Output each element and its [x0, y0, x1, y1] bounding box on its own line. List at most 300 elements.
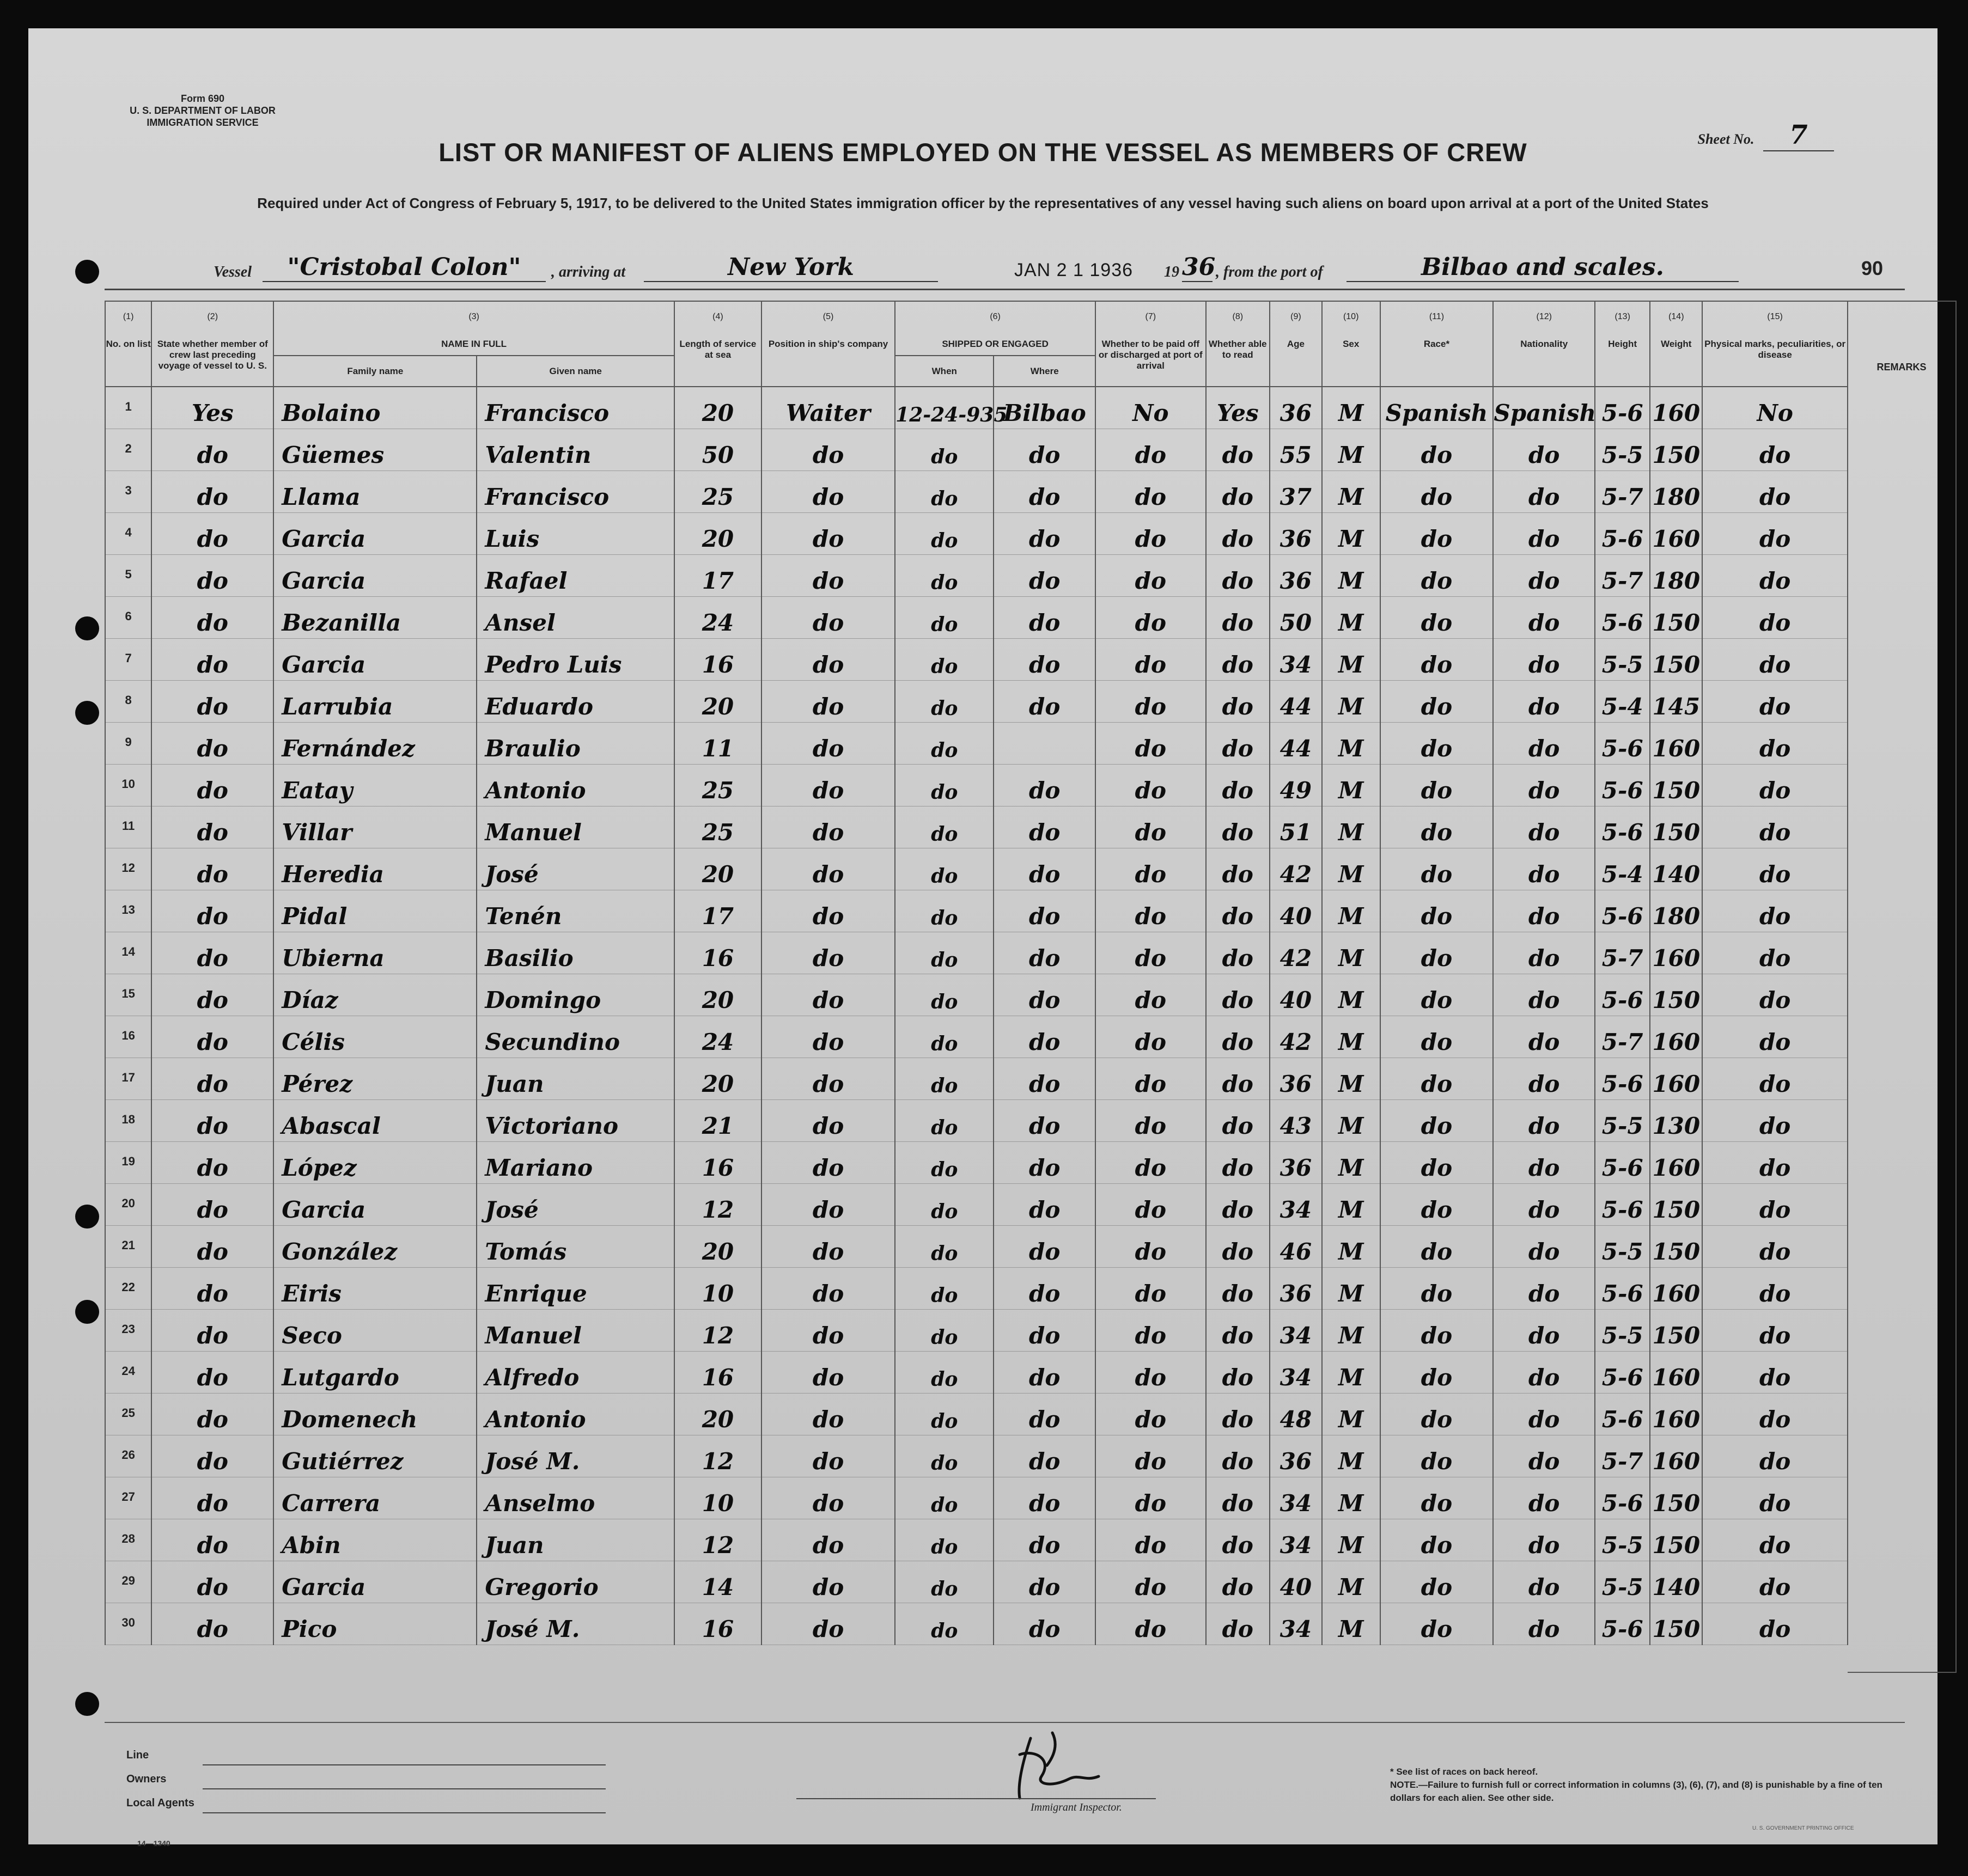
cell-age: 46 — [1270, 1226, 1322, 1268]
cell-sex: M — [1322, 806, 1380, 848]
cell-shipped-where — [994, 723, 1095, 765]
cell-sex: M — [1322, 723, 1380, 765]
cell-position: do — [761, 1435, 895, 1477]
cell-row-number: 26 — [105, 1435, 151, 1477]
cell-position: do — [761, 1477, 895, 1519]
table-row — [105, 471, 1848, 513]
cell-discharged: do — [1095, 429, 1206, 471]
cell-shipped-where: do — [994, 555, 1095, 597]
cell-nationality: do — [1493, 681, 1595, 723]
cell-family-name: Bezanilla — [273, 597, 477, 639]
line-field: Line — [126, 1749, 606, 1773]
cell-shipped-where: do — [994, 1352, 1095, 1394]
cell-position: do — [761, 974, 895, 1016]
cell-age: 44 — [1270, 681, 1322, 723]
cell-row-number: 12 — [105, 848, 151, 890]
cell-family-name: Carrera — [273, 1477, 477, 1519]
cell-discharged: do — [1095, 1184, 1206, 1226]
cell-physical-marks: do — [1702, 1561, 1848, 1603]
cell-shipped-when: do — [895, 1100, 994, 1142]
cell-service-years: 20 — [674, 1058, 761, 1100]
cell-nationality: do — [1493, 1016, 1595, 1058]
cell-service-years: 25 — [674, 765, 761, 806]
cell-prior-voyage: do — [151, 1310, 273, 1352]
cell-weight: 160 — [1650, 932, 1702, 974]
cell-nationality: do — [1493, 639, 1595, 681]
col-header-when: When — [895, 356, 994, 387]
year-handwritten: 36 — [1182, 253, 1216, 281]
col-header-shipped: (6) SHIPPED OR ENGAGED — [895, 301, 1095, 356]
cell-service-years: 24 — [674, 597, 761, 639]
cell-prior-voyage: do — [151, 639, 273, 681]
table-row — [105, 639, 1848, 681]
cell-weight: 160 — [1650, 1142, 1702, 1184]
cell-family-name: Garcia — [273, 1561, 477, 1603]
cell-physical-marks: do — [1702, 1142, 1848, 1184]
cell-row-number: 5 — [105, 555, 151, 597]
cell-given-name: Francisco — [477, 387, 674, 429]
cell-service-years: 20 — [674, 1394, 761, 1435]
cell-row-number: 28 — [105, 1519, 151, 1561]
cell-weight: 150 — [1650, 1226, 1702, 1268]
cell-row-number: 2 — [105, 429, 151, 471]
cell-family-name: Garcia — [273, 639, 477, 681]
cell-sex: M — [1322, 387, 1380, 429]
cell-shipped-when: do — [895, 1394, 994, 1435]
cell-service-years: 11 — [674, 723, 761, 765]
cell-race: do — [1380, 932, 1494, 974]
cell-service-years: 20 — [674, 513, 761, 555]
cell-row-number: 22 — [105, 1268, 151, 1310]
cell-sex: M — [1322, 513, 1380, 555]
cell-race: do — [1380, 555, 1494, 597]
cell-height: 5-6 — [1595, 765, 1650, 806]
cell-family-name: Díaz — [273, 974, 477, 1016]
cell-height: 5-5 — [1595, 1310, 1650, 1352]
cell-service-years: 20 — [674, 387, 761, 429]
cell-service-years: 10 — [674, 1268, 761, 1310]
cell-nationality: do — [1493, 1477, 1595, 1519]
cell-family-name: Villar — [273, 806, 477, 848]
cell-race: do — [1380, 890, 1494, 932]
cell-shipped-when: do — [895, 890, 994, 932]
cell-able-to-read: do — [1206, 1352, 1270, 1394]
cell-able-to-read: do — [1206, 1519, 1270, 1561]
cell-weight: 140 — [1650, 848, 1702, 890]
cell-height: 5-4 — [1595, 848, 1650, 890]
cell-race: do — [1380, 1352, 1494, 1394]
form-number: Form 690 — [180, 93, 225, 104]
cell-able-to-read: do — [1206, 890, 1270, 932]
cell-service-years: 16 — [674, 639, 761, 681]
cell-family-name: Gutiérrez — [273, 1435, 477, 1477]
cell-discharged: do — [1095, 681, 1206, 723]
cell-shipped-when: do — [895, 723, 994, 765]
cell-age: 34 — [1270, 1184, 1322, 1226]
col-header-physical-marks: (15) Physical marks, peculiarities, or disease — [1702, 301, 1848, 387]
cell-weight: 150 — [1650, 639, 1702, 681]
cell-nationality: do — [1493, 1226, 1595, 1268]
cell-physical-marks: do — [1702, 1310, 1848, 1352]
cell-sex: M — [1322, 1435, 1380, 1477]
cell-weight: 150 — [1650, 1184, 1702, 1226]
cell-age: 50 — [1270, 597, 1322, 639]
cell-discharged: do — [1095, 932, 1206, 974]
cell-service-years: 20 — [674, 974, 761, 1016]
cell-physical-marks: do — [1702, 1394, 1848, 1435]
printer-imprint: U. S. GOVERNMENT PRINTING OFFICE — [1752, 1825, 1854, 1831]
cell-discharged: do — [1095, 1142, 1206, 1184]
table-row — [105, 890, 1848, 932]
cell-shipped-when: do — [895, 806, 994, 848]
cell-family-name: López — [273, 1142, 477, 1184]
cell-given-name: Gregorio — [477, 1561, 674, 1603]
cell-able-to-read: do — [1206, 974, 1270, 1016]
cell-physical-marks: do — [1702, 1603, 1848, 1645]
cell-sex: M — [1322, 1561, 1380, 1603]
cell-physical-marks: do — [1702, 806, 1848, 848]
cell-height: 5-7 — [1595, 1435, 1650, 1477]
table-row — [105, 1058, 1848, 1100]
cell-race: do — [1380, 1561, 1494, 1603]
cell-service-years: 50 — [674, 429, 761, 471]
cell-position: do — [761, 1226, 895, 1268]
cell-nationality: do — [1493, 890, 1595, 932]
col-header-remarks: REMARKS — [1876, 362, 1927, 372]
races-note: * See list of races on back hereof. — [1390, 1767, 1538, 1777]
cell-shipped-where: do — [994, 848, 1095, 890]
table-row — [105, 1561, 1848, 1603]
cell-discharged: do — [1095, 1226, 1206, 1268]
cell-given-name: Tenén — [477, 890, 674, 932]
cell-height: 5-6 — [1595, 1058, 1650, 1100]
col-header-position: (5) Position in ship's company — [761, 301, 895, 387]
cell-discharged: do — [1095, 1477, 1206, 1519]
col-header-where: Where — [994, 356, 1095, 387]
cell-position: do — [761, 848, 895, 890]
cell-able-to-read: Yes — [1206, 387, 1270, 429]
cell-service-years: 20 — [674, 848, 761, 890]
cell-physical-marks: do — [1702, 681, 1848, 723]
cell-weight: 150 — [1650, 806, 1702, 848]
col-header-name: (3) NAME IN FULL — [273, 301, 674, 356]
cell-race: do — [1380, 1058, 1494, 1100]
cell-shipped-where: do — [994, 1184, 1095, 1226]
cell-position: do — [761, 1603, 895, 1645]
cell-discharged: do — [1095, 1561, 1206, 1603]
cell-height: 5-7 — [1595, 471, 1650, 513]
cell-able-to-read: do — [1206, 471, 1270, 513]
cell-age: 51 — [1270, 806, 1322, 848]
cell-nationality: do — [1493, 932, 1595, 974]
cell-shipped-where: do — [994, 681, 1095, 723]
cell-physical-marks: do — [1702, 1519, 1848, 1561]
cell-shipped-when: do — [895, 681, 994, 723]
table-row — [105, 765, 1848, 806]
cell-height: 5-6 — [1595, 723, 1650, 765]
cell-height: 5-6 — [1595, 1603, 1650, 1645]
vessel-name: "Cristobal Colon" — [263, 253, 546, 282]
cell-able-to-read: do — [1206, 1561, 1270, 1603]
cell-shipped-when: do — [895, 974, 994, 1016]
cell-prior-voyage: do — [151, 1184, 273, 1226]
cell-age: 34 — [1270, 639, 1322, 681]
cell-row-number: 18 — [105, 1100, 151, 1142]
cell-weight: 150 — [1650, 1603, 1702, 1645]
cell-family-name: Heredia — [273, 848, 477, 890]
cell-race: do — [1380, 1519, 1494, 1561]
cell-given-name: Ansel — [477, 597, 674, 639]
cell-physical-marks: do — [1702, 1352, 1848, 1394]
cell-age: 42 — [1270, 1016, 1322, 1058]
cell-sex: M — [1322, 1058, 1380, 1100]
cell-race: do — [1380, 1435, 1494, 1477]
cell-age: 34 — [1270, 1352, 1322, 1394]
cell-physical-marks: do — [1702, 1435, 1848, 1477]
cell-discharged: do — [1095, 806, 1206, 848]
cell-sex: M — [1322, 1477, 1380, 1519]
cell-height: 5-6 — [1595, 387, 1650, 429]
cell-physical-marks: do — [1702, 1100, 1848, 1142]
cell-weight: 140 — [1650, 1561, 1702, 1603]
cell-weight: 160 — [1650, 1435, 1702, 1477]
cell-race: do — [1380, 1100, 1494, 1142]
cell-shipped-when: do — [895, 848, 994, 890]
cell-row-number: 1 — [105, 387, 151, 429]
cell-able-to-read: do — [1206, 555, 1270, 597]
table-row — [105, 555, 1848, 597]
col-header-nationality: (12) Nationality — [1493, 301, 1595, 387]
cell-service-years: 12 — [674, 1310, 761, 1352]
cell-nationality: do — [1493, 1603, 1595, 1645]
cell-weight: 160 — [1650, 1352, 1702, 1394]
cell-height: 5-5 — [1595, 1226, 1650, 1268]
cell-prior-voyage: do — [151, 1352, 273, 1394]
cell-nationality: do — [1493, 723, 1595, 765]
cell-row-number: 15 — [105, 974, 151, 1016]
department-name: U. S. DEPARTMENT OF LABOR — [130, 105, 276, 116]
header-rule — [105, 289, 1905, 290]
cell-discharged: do — [1095, 1394, 1206, 1435]
cell-given-name: Francisco — [477, 471, 674, 513]
cell-shipped-when: do — [895, 1016, 994, 1058]
cell-weight: 180 — [1650, 890, 1702, 932]
table-row — [105, 932, 1848, 974]
cell-weight: 160 — [1650, 1394, 1702, 1435]
cell-shipped-when: do — [895, 1435, 994, 1477]
cell-given-name: Antonio — [477, 1394, 674, 1435]
cell-physical-marks: do — [1702, 890, 1848, 932]
cell-given-name: Antonio — [477, 765, 674, 806]
cell-weight: 150 — [1650, 765, 1702, 806]
page-number: 90 — [1861, 257, 1883, 279]
cell-shipped-when: do — [895, 1352, 994, 1394]
cell-shipped-where: do — [994, 1310, 1095, 1352]
cell-row-number: 29 — [105, 1561, 151, 1603]
cell-position: do — [761, 1352, 895, 1394]
cell-weight: 130 — [1650, 1100, 1702, 1142]
cell-weight: 150 — [1650, 974, 1702, 1016]
cell-position: do — [761, 723, 895, 765]
cell-prior-voyage: do — [151, 1477, 273, 1519]
table-row — [105, 1603, 1848, 1645]
cell-shipped-when: do — [895, 1310, 994, 1352]
cell-race: do — [1380, 597, 1494, 639]
cell-prior-voyage: Yes — [151, 387, 273, 429]
cell-age: 37 — [1270, 471, 1322, 513]
cell-service-years: 17 — [674, 555, 761, 597]
table-row — [105, 1519, 1848, 1561]
cell-race: do — [1380, 681, 1494, 723]
col-header-family-name: Family name — [273, 356, 477, 387]
cell-given-name: Braulio — [477, 723, 674, 765]
cell-given-name: Juan — [477, 1519, 674, 1561]
table-row — [105, 1477, 1848, 1519]
cell-family-name: Fernández — [273, 723, 477, 765]
cell-position: do — [761, 932, 895, 974]
cell-discharged: do — [1095, 471, 1206, 513]
cell-prior-voyage: do — [151, 806, 273, 848]
cell-shipped-when: do — [895, 765, 994, 806]
cell-weight: 160 — [1650, 387, 1702, 429]
cell-able-to-read: do — [1206, 1184, 1270, 1226]
cell-age: 34 — [1270, 1310, 1322, 1352]
cell-nationality: do — [1493, 471, 1595, 513]
cell-service-years: 16 — [674, 1603, 761, 1645]
arrival-port: New York — [644, 253, 938, 282]
cell-discharged: do — [1095, 1603, 1206, 1645]
cell-given-name: Juan — [477, 1058, 674, 1100]
cell-position: do — [761, 806, 895, 848]
cell-race: Spanish — [1380, 387, 1494, 429]
cell-position: do — [761, 1561, 895, 1603]
cell-shipped-when: do — [895, 1226, 994, 1268]
cell-weight: 160 — [1650, 1268, 1702, 1310]
cell-able-to-read: do — [1206, 681, 1270, 723]
cell-prior-voyage: do — [151, 1016, 273, 1058]
cell-nationality: Spanish — [1493, 387, 1595, 429]
cell-given-name: José M. — [477, 1435, 674, 1477]
cell-shipped-where: do — [994, 1519, 1095, 1561]
cell-height: 5-6 — [1595, 806, 1650, 848]
cell-able-to-read: do — [1206, 1016, 1270, 1058]
cell-service-years: 12 — [674, 1435, 761, 1477]
cell-age: 40 — [1270, 974, 1322, 1016]
cell-service-years: 10 — [674, 1477, 761, 1519]
cell-race: do — [1380, 1268, 1494, 1310]
cell-shipped-when: do — [895, 1561, 994, 1603]
form-identifier — [105, 93, 301, 129]
cell-age: 40 — [1270, 890, 1322, 932]
cell-sex: M — [1322, 1184, 1380, 1226]
cell-service-years: 20 — [674, 681, 761, 723]
cell-weight: 150 — [1650, 1310, 1702, 1352]
cell-sex: M — [1322, 1100, 1380, 1142]
cell-height: 5-5 — [1595, 429, 1650, 471]
cell-row-number: 14 — [105, 932, 151, 974]
cell-race: do — [1380, 1603, 1494, 1645]
cell-physical-marks: do — [1702, 429, 1848, 471]
cell-physical-marks: do — [1702, 597, 1848, 639]
cell-able-to-read: do — [1206, 723, 1270, 765]
cell-shipped-when: do — [895, 471, 994, 513]
cell-row-number: 23 — [105, 1310, 151, 1352]
cell-age: 36 — [1270, 387, 1322, 429]
cell-family-name: Lutgardo — [273, 1352, 477, 1394]
cell-age: 42 — [1270, 932, 1322, 974]
cell-row-number: 3 — [105, 471, 151, 513]
cell-age: 34 — [1270, 1477, 1322, 1519]
cell-height: 5-5 — [1595, 1100, 1650, 1142]
cell-shipped-where: do — [994, 1394, 1095, 1435]
cell-nationality: do — [1493, 848, 1595, 890]
cell-race: do — [1380, 1226, 1494, 1268]
table-row — [105, 974, 1848, 1016]
cell-discharged: do — [1095, 765, 1206, 806]
cell-position: do — [761, 1142, 895, 1184]
cell-nationality: do — [1493, 1142, 1595, 1184]
col-header-height: (13) Height — [1595, 301, 1650, 387]
cell-height: 5-7 — [1595, 932, 1650, 974]
cell-race: do — [1380, 1016, 1494, 1058]
cell-age: 48 — [1270, 1394, 1322, 1435]
cell-prior-voyage: do — [151, 1603, 273, 1645]
cell-discharged: do — [1095, 639, 1206, 681]
cell-position: do — [761, 1184, 895, 1226]
cell-sex: M — [1322, 1310, 1380, 1352]
cell-family-name: Garcia — [273, 1184, 477, 1226]
cell-nationality: do — [1493, 1058, 1595, 1100]
owners-field: Owners — [126, 1773, 606, 1797]
cell-service-years: 21 — [674, 1100, 761, 1142]
cell-family-name: Güemes — [273, 429, 477, 471]
cell-position: do — [761, 639, 895, 681]
cell-sex: M — [1322, 555, 1380, 597]
cell-given-name: Victoriano — [477, 1100, 674, 1142]
cell-position: do — [761, 597, 895, 639]
cell-able-to-read: do — [1206, 1603, 1270, 1645]
cell-height: 5-6 — [1595, 1394, 1650, 1435]
cell-family-name: Garcia — [273, 555, 477, 597]
cell-shipped-where: Bilbao — [994, 387, 1095, 429]
cell-row-number: 7 — [105, 639, 151, 681]
cell-shipped-when: do — [895, 597, 994, 639]
cell-row-number: 19 — [105, 1142, 151, 1184]
cell-position: do — [761, 1310, 895, 1352]
cell-prior-voyage: do — [151, 681, 273, 723]
cell-weight: 150 — [1650, 1477, 1702, 1519]
cell-position: do — [761, 1519, 895, 1561]
cell-shipped-when: do — [895, 1184, 994, 1226]
cell-given-name: Luis — [477, 513, 674, 555]
cell-position: do — [761, 890, 895, 932]
cell-prior-voyage: do — [151, 1268, 273, 1310]
header-row — [105, 301, 1848, 356]
service-name: IMMIGRATION SERVICE — [147, 117, 259, 128]
cell-age: 40 — [1270, 1561, 1322, 1603]
punch-hole — [75, 1300, 99, 1324]
local-agents-field: Local Agents — [126, 1797, 606, 1821]
from-port-label: , from the port of — [1216, 264, 1323, 280]
cell-physical-marks: do — [1702, 974, 1848, 1016]
cell-discharged: do — [1095, 1058, 1206, 1100]
arrival-date-stamp: JAN 2 1 1936 — [1014, 260, 1134, 280]
year-prefix: 19 — [1164, 264, 1179, 280]
cell-family-name: Bolaino — [273, 387, 477, 429]
cell-shipped-where: do — [994, 513, 1095, 555]
cell-family-name: Ubierna — [273, 932, 477, 974]
cell-sex: M — [1322, 1268, 1380, 1310]
